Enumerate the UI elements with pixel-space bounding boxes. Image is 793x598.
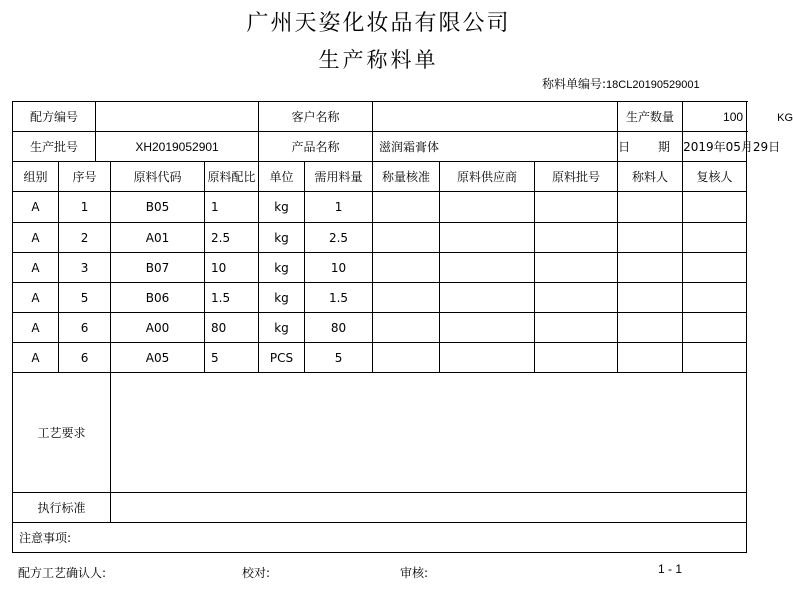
cell-seq: 2 [59, 223, 111, 253]
quantity-value [683, 102, 793, 132]
cell-lot [535, 313, 618, 343]
cell-code: A01 [111, 223, 205, 253]
batch-label: 生产批号 [13, 132, 96, 162]
cell-unit: kg [259, 253, 305, 283]
cell-weigher [618, 283, 683, 313]
table-row [13, 253, 747, 283]
page-number: 1 - 1 [658, 562, 683, 576]
cell-weigher [618, 192, 683, 223]
col-lot: 原料批号 [535, 162, 618, 192]
standard-label: 执行标准 [13, 493, 111, 523]
cell-amount: 10 [305, 253, 373, 283]
cell-unit: kg [259, 192, 305, 223]
cell-unit: kg [259, 223, 305, 253]
col-seq: 序号 [59, 162, 111, 192]
cell-verify [373, 283, 440, 313]
formula-confirm-label: 配方工艺确认人: [18, 566, 107, 580]
cell-supplier [440, 313, 535, 343]
product-label: 产品名称 [259, 132, 373, 162]
quantity-unit: KG [777, 111, 793, 124]
sheet-number [542, 75, 700, 92]
cell-unit: kg [259, 283, 305, 313]
col-group: 组别 [13, 162, 59, 192]
batch-value: XH2019052901 [96, 132, 259, 162]
cell-supplier [440, 192, 535, 223]
cell-code: A00 [111, 313, 205, 343]
table-row [13, 343, 747, 373]
cell-ratio: 5 [205, 343, 259, 373]
cell-lot [535, 283, 618, 313]
cell-group: A [13, 253, 59, 283]
table-row [13, 313, 747, 343]
cell-group: A [13, 313, 59, 343]
cell-amount: 1 [305, 192, 373, 223]
cell-ratio: 2.5 [205, 223, 259, 253]
cell-amount: 1.5 [305, 283, 373, 313]
cell-weigher [618, 223, 683, 253]
table-row [13, 283, 747, 313]
cell-supplier [440, 253, 535, 283]
notes-label: 注意事项: [13, 523, 747, 553]
cell-verify [373, 253, 440, 283]
check-label: 校对: [242, 566, 271, 580]
col-unit: 单位 [259, 162, 305, 192]
review-label: 审核: [400, 566, 429, 580]
formula-no-value [96, 102, 259, 132]
standard-row [13, 493, 747, 523]
cell-verify [373, 343, 440, 373]
cell-reviewer [683, 253, 747, 283]
info-row-1 [13, 102, 747, 132]
cell-seq: 1 [59, 192, 111, 223]
cell-ratio: 10 [205, 253, 259, 283]
process-value [111, 373, 747, 493]
date-label-text: 日 期 [618, 140, 682, 154]
col-code: 原料代码 [111, 162, 205, 192]
cell-code: B06 [111, 283, 205, 313]
cell-amount: 2.5 [305, 223, 373, 253]
col-weigher: 称料人 [618, 162, 683, 192]
cell-verify [373, 313, 440, 343]
cell-reviewer [683, 283, 747, 313]
table-row [13, 223, 747, 253]
col-ratio: 原料配比 [205, 162, 259, 192]
cell-weigher [618, 253, 683, 283]
process-row [13, 373, 747, 493]
col-reviewer: 复核人 [683, 162, 747, 192]
cell-code: B07 [111, 253, 205, 283]
document-title: 生产称料单 [318, 48, 439, 72]
sheet-number-value: 18CL20190529001 [606, 79, 700, 91]
cell-weigher [618, 313, 683, 343]
notes-row [13, 523, 747, 553]
col-verify: 称量核准 [373, 162, 440, 192]
date-value: 2019年05月29日 [683, 132, 747, 162]
cell-lot [535, 192, 618, 223]
cell-unit: PCS [259, 343, 305, 373]
cell-group: A [13, 192, 59, 223]
column-header-row [13, 162, 747, 192]
cell-seq: 3 [59, 253, 111, 283]
cell-weigher [618, 343, 683, 373]
info-row-2 [13, 132, 747, 162]
cell-ratio: 80 [205, 313, 259, 343]
cell-unit: kg [259, 313, 305, 343]
quantity-number: 100 [723, 109, 744, 124]
cell-verify [373, 192, 440, 223]
cell-supplier [440, 223, 535, 253]
cell-lot [535, 343, 618, 373]
cell-group: A [13, 283, 59, 313]
cell-reviewer [683, 192, 747, 223]
cell-ratio: 1 [205, 192, 259, 223]
process-label: 工艺要求 [13, 373, 111, 493]
cell-group: A [13, 223, 59, 253]
cell-reviewer [683, 313, 747, 343]
cell-seq: 6 [59, 313, 111, 343]
cell-seq: 6 [59, 343, 111, 373]
quantity-label: 生产数量 [618, 102, 683, 132]
cell-code: B05 [111, 192, 205, 223]
customer-label: 客户名称 [259, 102, 373, 132]
standard-value [111, 493, 747, 523]
product-value: 滋润霜膏体 [373, 132, 618, 162]
cell-ratio: 1.5 [205, 283, 259, 313]
cell-reviewer [683, 343, 747, 373]
col-supplier: 原料供应商 [440, 162, 535, 192]
table-row [13, 192, 747, 223]
cell-lot [535, 223, 618, 253]
cell-amount: 80 [305, 313, 373, 343]
cell-reviewer [683, 223, 747, 253]
cell-seq: 5 [59, 283, 111, 313]
formula-no-label: 配方编号 [13, 102, 96, 132]
col-amount: 需用料量 [305, 162, 373, 192]
cell-group: A [13, 343, 59, 373]
cell-supplier [440, 343, 535, 373]
customer-value [373, 102, 618, 132]
cell-verify [373, 223, 440, 253]
sheet-number-label: 称料单编号: [542, 77, 607, 91]
weighing-table [12, 101, 793, 553]
cell-lot [535, 253, 618, 283]
date-label [618, 132, 683, 162]
cell-code: A05 [111, 343, 205, 373]
company-name: 广州天姿化妆品有限公司 [246, 11, 511, 36]
cell-amount: 5 [305, 343, 373, 373]
cell-supplier [440, 283, 535, 313]
